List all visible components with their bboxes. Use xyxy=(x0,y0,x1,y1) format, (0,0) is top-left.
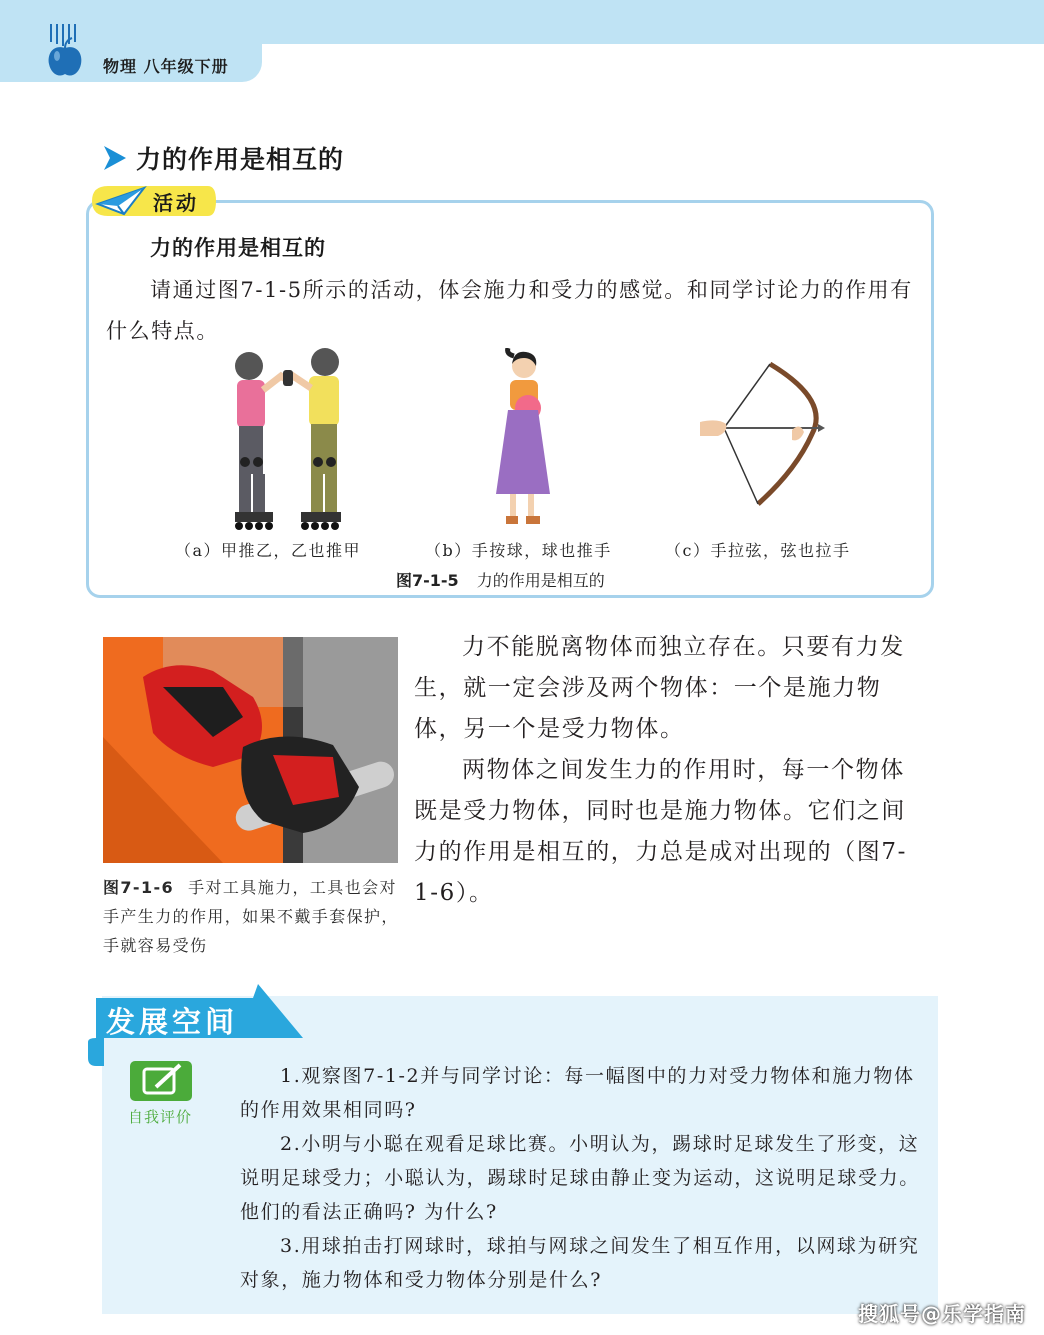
girl-pressing-ball-illustration xyxy=(488,348,558,534)
header-band xyxy=(0,0,1044,44)
activity-subtitle: 力的作用是相互的 xyxy=(150,236,326,260)
activity-tag-label: 活动 xyxy=(153,191,199,215)
book-title: 物理 八年级下册 xyxy=(103,57,229,76)
development-questions xyxy=(240,1059,920,1297)
skaters-pushing-illustration xyxy=(225,342,355,534)
watermark-text: 搜狐号@乐学指南 xyxy=(858,1302,1026,1326)
apple-logo-icon xyxy=(45,22,85,78)
chevron-right-icon xyxy=(102,144,128,172)
development-space-title: 发展空间 xyxy=(106,1005,239,1039)
figure-caption-text: 手对工具施力，工具也会对手产生力的作用，如果不戴手套保护，手就容易受伤 xyxy=(103,878,399,955)
hand-pulling-bow-illustration xyxy=(700,360,825,508)
figure-label: 图7-1-5 xyxy=(396,571,459,590)
figure-7-1-6-caption xyxy=(103,873,403,960)
question-3: 3.用球拍击打网球时，球拍与网球之间发生了相互作用，以网球为研究对象，施力物体和受力物体分别是什么? xyxy=(240,1235,920,1291)
self-evaluation-icon xyxy=(130,1061,192,1101)
figure-label: 图7-1-6 xyxy=(103,878,175,897)
main-paragraph-1: 力不能脱离物体而独立存在。只要有力发生，就一定会涉及两个物体：一个是施力物体，另一个是受力物体。 xyxy=(414,634,905,742)
gloved-hands-tool-photo xyxy=(103,637,398,863)
figure-caption-c: （c）手拉弦，弦也拉手 xyxy=(665,541,851,560)
main-paragraph-2: 两物体之间发生力的作用时，每一个物体既是受力物体，同时也是施力物体。它们之间力的作用是相互的，力总是成对出现的（图7-1-6）。 xyxy=(414,757,908,906)
figure-title: 力的作用是相互的 xyxy=(476,571,605,590)
self-evaluation-label: 自我评价 xyxy=(128,1108,193,1126)
figure-caption-b: （b）手按球，球也推手 xyxy=(425,541,612,560)
question-2: 2.小明与小聪在观看足球比赛。小明认为，踢球时足球发生了形变，这说明足球受力；小聪认为，踢球时足球由静止变为运动，这说明足球受力。他们的看法正确吗? 为什么? xyxy=(240,1133,920,1223)
question-1: 1.观察图7-1-2并与同学讨论：每一幅图中的力对受力物体和施力物体的作用效果相同吗? xyxy=(240,1065,915,1121)
section-heading-text: 力的作用是相互的 xyxy=(136,145,345,174)
figure-caption-a: （a）甲推乙，乙也推甲 xyxy=(175,541,362,560)
activity-body-text: 请通过图7-1-5所示的活动，体会施力和受力的感觉。和同学讨论力的作用有什么特点。 xyxy=(106,278,913,343)
section-heading xyxy=(102,140,344,176)
main-text xyxy=(414,627,922,914)
figure-7-1-5-title xyxy=(396,568,605,591)
